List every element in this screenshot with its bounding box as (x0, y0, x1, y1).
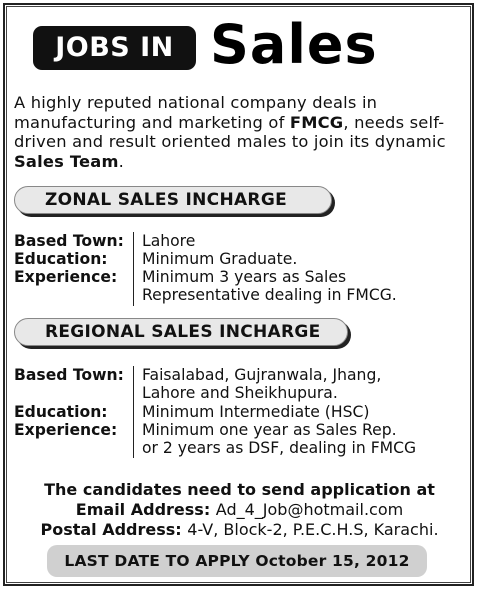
intro-sales-team-bold: Sales Team (14, 151, 119, 171)
experience-value-line-2: Representative dealing in FMCG. (142, 286, 397, 304)
based-town-value: Lahore (142, 232, 196, 250)
education-value: Minimum Graduate. (142, 250, 298, 268)
regional-position-banner (14, 318, 348, 346)
intro-line-2-end: , needs self- (343, 112, 445, 132)
postal-address: 4-V, Block-2, P.E.C.H.S, Karachi. (187, 520, 439, 539)
intro-line-2 (14, 113, 466, 133)
intro-line-4 (14, 152, 466, 172)
experience-label: Experience: (14, 268, 118, 286)
postal-label: Postal Address: (40, 520, 182, 539)
based-town-label: Based Town: (14, 232, 124, 250)
based-town-value-line-2: Lahore and Sheikhupura. (142, 384, 338, 402)
zonal-position-banner (14, 186, 332, 214)
education-label: Education: (14, 403, 108, 421)
jobs-in-badge: JOBS IN (33, 26, 196, 70)
intro-line-3: driven and result oriented males to join its dynamic (14, 132, 446, 151)
experience-label: Experience: (14, 421, 118, 439)
intro-fmcg-bold: FMCG (289, 112, 344, 132)
regional-divider-line (133, 366, 134, 458)
intro-line-2-text: manufacturing and marketing of (14, 112, 290, 132)
intro-line-4-end: . (118, 151, 125, 171)
email-line (0, 500, 479, 520)
based-town-value-line-1: Faisalabad, Gujranwala, Jhang, (142, 366, 382, 384)
zonal-position-title: ZONAL SALES INCHARGE (45, 190, 287, 210)
intro-paragraph (14, 93, 466, 171)
based-town-label: Based Town: (14, 366, 124, 384)
experience-value-line-2: or 2 years as DSF, dealing in FMCG (142, 439, 417, 457)
page-title: Sales (210, 13, 378, 76)
zonal-divider-line (133, 232, 134, 306)
postal-line (0, 520, 479, 540)
regional-position-title: REGIONAL SALES INCHARGE (45, 322, 321, 342)
email-label: Email Address: (75, 500, 211, 519)
experience-value-line-1: Minimum 3 years as Sales (142, 268, 347, 286)
intro-line-1: A highly reputed national company deals in (14, 93, 378, 112)
experience-value-line-1: Minimum one year as Sales Rep. (142, 421, 397, 439)
email-address: Ad_4_Job@hotmail.com (215, 500, 404, 519)
education-label: Education: (14, 250, 108, 268)
application-instruction: The candidates need to send application at (44, 480, 435, 499)
education-value: Minimum Intermediate (HSC) (142, 403, 370, 421)
last-date-banner: LAST DATE TO APPLY October 15, 2012 (47, 545, 427, 577)
